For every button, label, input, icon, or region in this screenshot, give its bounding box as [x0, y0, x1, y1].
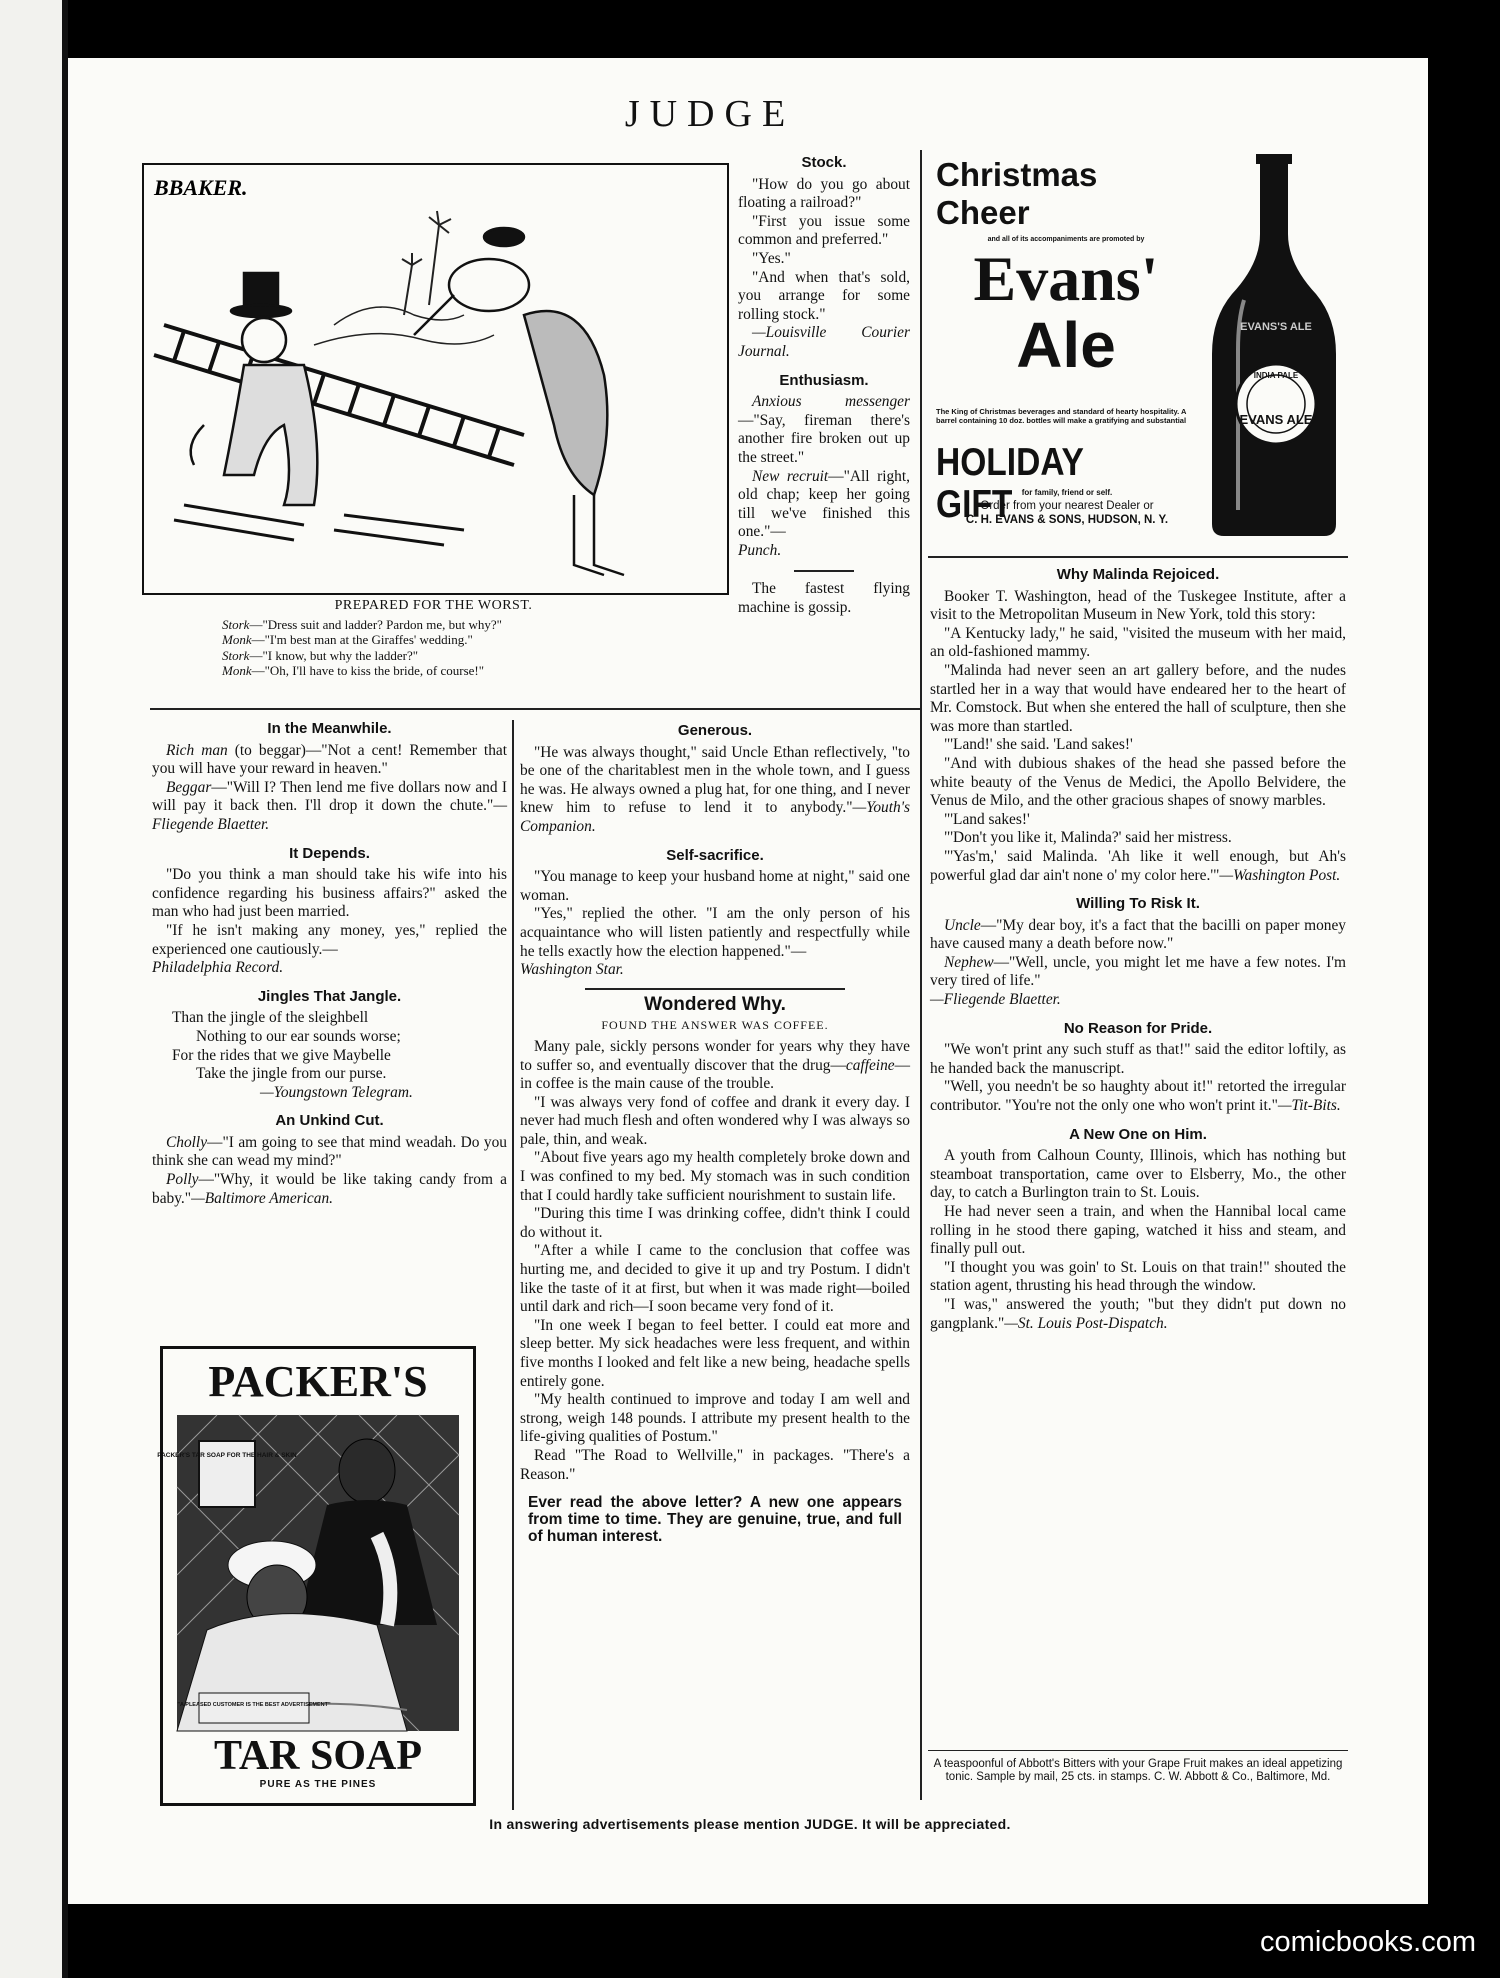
wondered-p7: "My health continued to improve and today I am well and strong, weigh 148 pounds. I attribute my present health to the life-giving qualities of Postum." [520, 1391, 910, 1446]
depends-p2: "If he isn't making any money, yes," replied the experienced one cautiously.— [152, 921, 507, 958]
site-watermark: comicbooks.com [1260, 1926, 1476, 1958]
cartoon-title: PREPARED FOR THE WORST. [334, 598, 533, 613]
caption-speaker: Stork [222, 616, 250, 632]
wondered-p1b: caffeine [845, 1056, 895, 1074]
unkind-title: An Unkind Cut. [275, 1112, 384, 1130]
middle-column [520, 718, 910, 1545]
newone-p1: A youth from Calhoun County, Illinois, which has nothing but steamboat transportation, came over to Elsberry, Mo., the other day, to catch a Burlington train to St. Louis. [930, 1147, 1346, 1202]
packers-tagline: PURE AS THE PINES [259, 1779, 377, 1790]
wondered-p1c: —in coffee is the main cause of the trouble. [520, 1056, 910, 1093]
meanwhile-p1: (to beggar)—"Not a cent! Remember that you will have your reward in heaven." [152, 741, 507, 778]
malinda-p7: "'Don't you like it, Malinda?' said her mistress. [944, 829, 1232, 847]
evans-headline: Christmas Cheer [936, 156, 1098, 231]
wondered-p4: "During this time I was drinking coffee, didn't think I could do without it. [520, 1205, 910, 1241]
poem-line: Take the jingle from our purse. [196, 1065, 387, 1083]
willing-p1: —"My dear boy, it's a fact that the bacilli on paper money have caused many a death before now." [930, 916, 1346, 953]
caption-speaker: Monk [222, 663, 252, 678]
stock-p1: "How do you go about floating a railroad?" [738, 175, 910, 212]
willing-speaker1: Uncle [944, 916, 981, 934]
wondered-p5: "After a while I came to the conclusion that coffee was hurting me, and decided to give it up and try Postum. I didn't like the taste of it at first, but when it was made right—boiled until dark and rich—I soon became very fond of it. [520, 1242, 910, 1316]
pride-title: No Reason for Pride. [1063, 1019, 1213, 1037]
stock-title: Stock. [801, 154, 847, 171]
wondered-p8: Read "The Road to Wellville," in packages. "There's a Reason." [520, 1446, 910, 1483]
poem-line: Nothing to our ear sounds worse; [196, 1027, 401, 1045]
cartoon-drawing [144, 165, 727, 593]
unkind-speaker2: Polly [166, 1171, 199, 1189]
malinda-p6: "'Land sakes!' [944, 810, 1030, 828]
stock-p3: "Yes." [752, 249, 791, 267]
abbott-bitters-ad: A teaspoonful of Abbott's Bitters with your Grape Fruit makes an ideal appetizing tonic. Sample by mail, 25 cts. in stamps. C. W. Abbott & Co., Baltimore, Md. [933, 1758, 1343, 1783]
evans-order: Order from your nearest Dealer or [980, 500, 1154, 512]
caption-line [142, 648, 725, 664]
enthusiasm-source: Punch. [738, 541, 782, 559]
caption-line [142, 663, 725, 679]
malinda-p2: "A Kentucky lady," he said, "visited the museum with her maid, an old-fashioned mammy. [930, 624, 1346, 661]
newone-p4: "I was," answered the youth; "but they didn't put down no gangplank." [930, 1295, 1346, 1332]
caption-text: —"Oh, I'll have to kiss the bride, of course!" [251, 663, 485, 678]
cartoon-signature: BBAKER. [154, 175, 248, 200]
evans-desc: The King of Christmas beverages and standard of hearty hospitality. A barrel containing 10 doz. bottles will make a gratifying and substantial [936, 407, 1187, 425]
willing-title: Willing To Risk It. [1076, 895, 1200, 913]
unkind-p1: —"I am going to see that mind weadah. Do you think she can wead my mind?" [152, 1133, 507, 1170]
evans-gift: HOLIDAY GIFT [936, 441, 1084, 526]
divider [585, 988, 845, 990]
evans-forwho: for family, friend or self. [1021, 488, 1113, 497]
sacrifice-source: Washington Star. [520, 961, 624, 979]
column-rule [512, 720, 514, 1810]
enthusiasm-speaker2: New recruit [752, 467, 829, 485]
sacrifice-title: Self-sacrifice. [666, 846, 764, 864]
caption-text: —"Dress suit and ladder? Pardon me, but why?" [249, 616, 502, 632]
page-footer: In answering advertisements please mention JUDGE. It will be appreciated. [489, 1816, 1011, 1832]
newone-source: —St. Louis Post-Dispatch. [1004, 1314, 1168, 1332]
bottle-label-top: EVANS'S ALE [1240, 321, 1312, 333]
poem-line: Than the jingle of the sleighbell [172, 1009, 369, 1027]
meanwhile-speaker2: Beggar [166, 778, 212, 796]
jingles-source: —Youngstown Telegram. [260, 1083, 413, 1101]
divider [794, 570, 854, 572]
jingles-title: Jingles That Jangle. [257, 987, 402, 1005]
evans-address: C. H. EVANS & SONS, HUDSON, N. Y. [965, 514, 1169, 526]
ad-banner: "A PLEASED CUSTOMER IS THE BEST ADVERTISEMENT" [177, 1702, 331, 1708]
packers-product: TAR SOAP [213, 1733, 423, 1779]
enthusiasm-p1: —"Say, fireman there's another fire broken out up the street." [738, 411, 910, 466]
caption-text: —"I know, but why the ladder?" [249, 647, 419, 663]
willing-speaker2: Nephew [944, 953, 994, 971]
pride-p1: "We won't print any such stuff as that!" said the editor loftily, as he handed back the manuscript. [930, 1041, 1346, 1077]
malinda-p5: "And with dubious shakes of the head she passed before the white beauty of the Venus de Medici, the Apollo Belvidere, the Venus de Milo, and the other gracious shapes of snowy marbles. [930, 754, 1346, 810]
enthusiasm-speaker1: Anxious messenger [752, 393, 910, 411]
ale-bottle-icon [1204, 150, 1344, 540]
horizontal-rule [928, 556, 1348, 558]
caption-speaker: Monk [222, 632, 252, 647]
newone-p3: "I thought you was goin' to St. Louis on that train!" shouted the station agent, thrusting his head through the window. [930, 1258, 1346, 1295]
sacrifice-p1: "You manage to keep your husband home at night," said one woman. [520, 868, 910, 904]
malinda-p3: "Malinda had never seen an art gallery before, and the nudes startled her in a way that would have endeared her to the heart of Mr. Comstock. But when she entered the hall of sculpture, then she was more than startled. [930, 661, 1346, 735]
stock-column [738, 150, 910, 618]
caption-line [142, 617, 725, 633]
bottle-label-ring: INDIA PALE [1253, 371, 1299, 380]
wondered-subtitle: FOUND THE ANSWER WAS COFFEE. [601, 1018, 829, 1033]
meanwhile-source: —Fliegende Blaetter. [152, 797, 507, 833]
wondered-title: Wondered Why. [644, 993, 786, 1015]
malinda-p8: "'Yas'm,' said Malinda. 'Ah like it well enough, but Ah's powerful glad dar ain't none o' my color here.'" [930, 847, 1346, 884]
caption-line [142, 632, 725, 648]
stock-p4: "And when that's sold, you arrange for some rolling stock." [738, 268, 910, 323]
evans-ale-ad [928, 150, 1346, 550]
horizontal-rule [928, 1750, 1348, 1751]
cartoon-illustration [142, 163, 729, 595]
malinda-source: —Washington Post. [1219, 866, 1341, 884]
willing-source: —Fliegende Blaetter. [930, 991, 1061, 1009]
meanwhile-p2: —"Will I? Then lend me five dollars now and I will pay it back then. I'll drop it down the chute." [152, 778, 507, 815]
unkind-speaker1: Cholly [166, 1133, 208, 1151]
newone-p2: He had never seen a train, and when the Hannibal local came rolling in he stood there gaping, watched it hiss and steam, and finally pull out. [930, 1203, 1346, 1258]
packers-tar-soap-ad [157, 1346, 476, 1806]
wondered-p1a: Many pale, sickly persons wonder for years why they have to suffer so, and eventually discover that the drug— [520, 1037, 910, 1074]
packers-title: PACKER'S [208, 1357, 428, 1406]
bottle-label-main: EVANS ALE [1239, 412, 1313, 427]
column-rule [920, 150, 922, 1800]
unkind-source: —Baltimore American. [191, 1189, 333, 1207]
masthead: JUDGE [624, 93, 796, 135]
right-column [930, 562, 1346, 1333]
depends-p1: "Do you think a man should take his wife into his confidence regarding his business affairs?" asked the man who had just been married. [152, 866, 507, 921]
stock-source: —Louisville Courier Journal. [738, 324, 910, 360]
wondered-p6: "In one week I began to feel better. I could eat more and sleep better. My sick headaches were less frequent, and within five months I looked and felt like a new being, headache spells entirely gone. [520, 1316, 910, 1390]
caption-speaker: Stork [222, 647, 250, 663]
generous-source: —Youth's Companion. [520, 799, 910, 835]
depends-source: Philadelphia Record. [152, 959, 284, 977]
willing-p2: —"Well, uncle, you might let me have a few notes. I'm very tired of life." [930, 953, 1346, 990]
generous-p1: "He was always thought," said Uncle Ethan reflectively, "to be one of the charitablest men in the whole town, and I guess he was. He always owned a plug hat, for one thing, and I never knew him to refuse to lend it to anybody." [520, 743, 910, 817]
evans-smalltext: and all of its accompaniments are promoted by [987, 236, 1145, 243]
sacrifice-p2: "Yes," replied the other. "I am the only person of his acquaintance who will listen patiently and respectfully while he tells exactly how the election happened."— [520, 905, 910, 960]
newone-title: A New One on Him. [1069, 1125, 1207, 1143]
postum-bold-note: Ever read the above letter? A new one appears from time to time. They are genuine, true, and full of human interest. [528, 1494, 902, 1546]
facing-page-edge [0, 0, 62, 1978]
meanwhile-title: In the Meanwhile. [267, 720, 392, 737]
pride-source: —Tit-Bits. [1277, 1097, 1341, 1115]
soap-cake-label: PACKER'S TAR SOAP FOR THE HAIR & SKIN [157, 1452, 297, 1459]
caption-text: —"I'm best man at the Giraffes' wedding." [251, 632, 473, 647]
malinda-title: Why Malinda Rejoiced. [1056, 566, 1220, 583]
barber-illustration [157, 1415, 459, 1731]
unkind-p2: —"Why, it would be like taking candy from a baby." [152, 1171, 507, 1207]
stock-p2: "First you issue some common and preferred." [738, 212, 910, 249]
enthusiasm-title: Enthusiasm. [779, 371, 869, 389]
malinda-p1: Booker T. Washington, head of the Tuskegee Institute, after a visit to the Metropolitan Museum in New York, told this story: [930, 587, 1346, 624]
cartoon-caption [142, 598, 725, 679]
evans-brand: Evans' [973, 243, 1159, 314]
wondered-p2: "I was always very fond of coffee and drank it every day. I never had much flesh and often wondered why I was always so pale, thin, and weak. [520, 1093, 910, 1148]
flying-squib: The fastest flying machine is gossip. [738, 580, 910, 617]
wondered-p3: "About five years ago my health completely broke down and I was confined to my bed. My stomach was in such condition that I could hardly take sufficient nourishment to sustain life. [520, 1149, 910, 1204]
depends-title: It Depends. [289, 844, 370, 862]
enthusiasm-p2: —"All right, old chap; keep her going till we've finished this one."— [738, 467, 911, 541]
malinda-p4: "'Land!' she said. 'Land sakes!' [944, 736, 1133, 754]
horizontal-rule [150, 708, 920, 710]
meanwhile-speaker1: Rich man [166, 741, 228, 759]
pride-p2: "Well, you needn't be so haughty about it!" retorted the irregular contributor. "You're not the only one who won't print it." [930, 1078, 1346, 1115]
poem-line: For the rides that we give Maybelle [172, 1046, 391, 1064]
left-column [152, 716, 507, 1208]
evans-ale: Ale [1016, 309, 1116, 381]
generous-title: Generous. [677, 722, 753, 739]
